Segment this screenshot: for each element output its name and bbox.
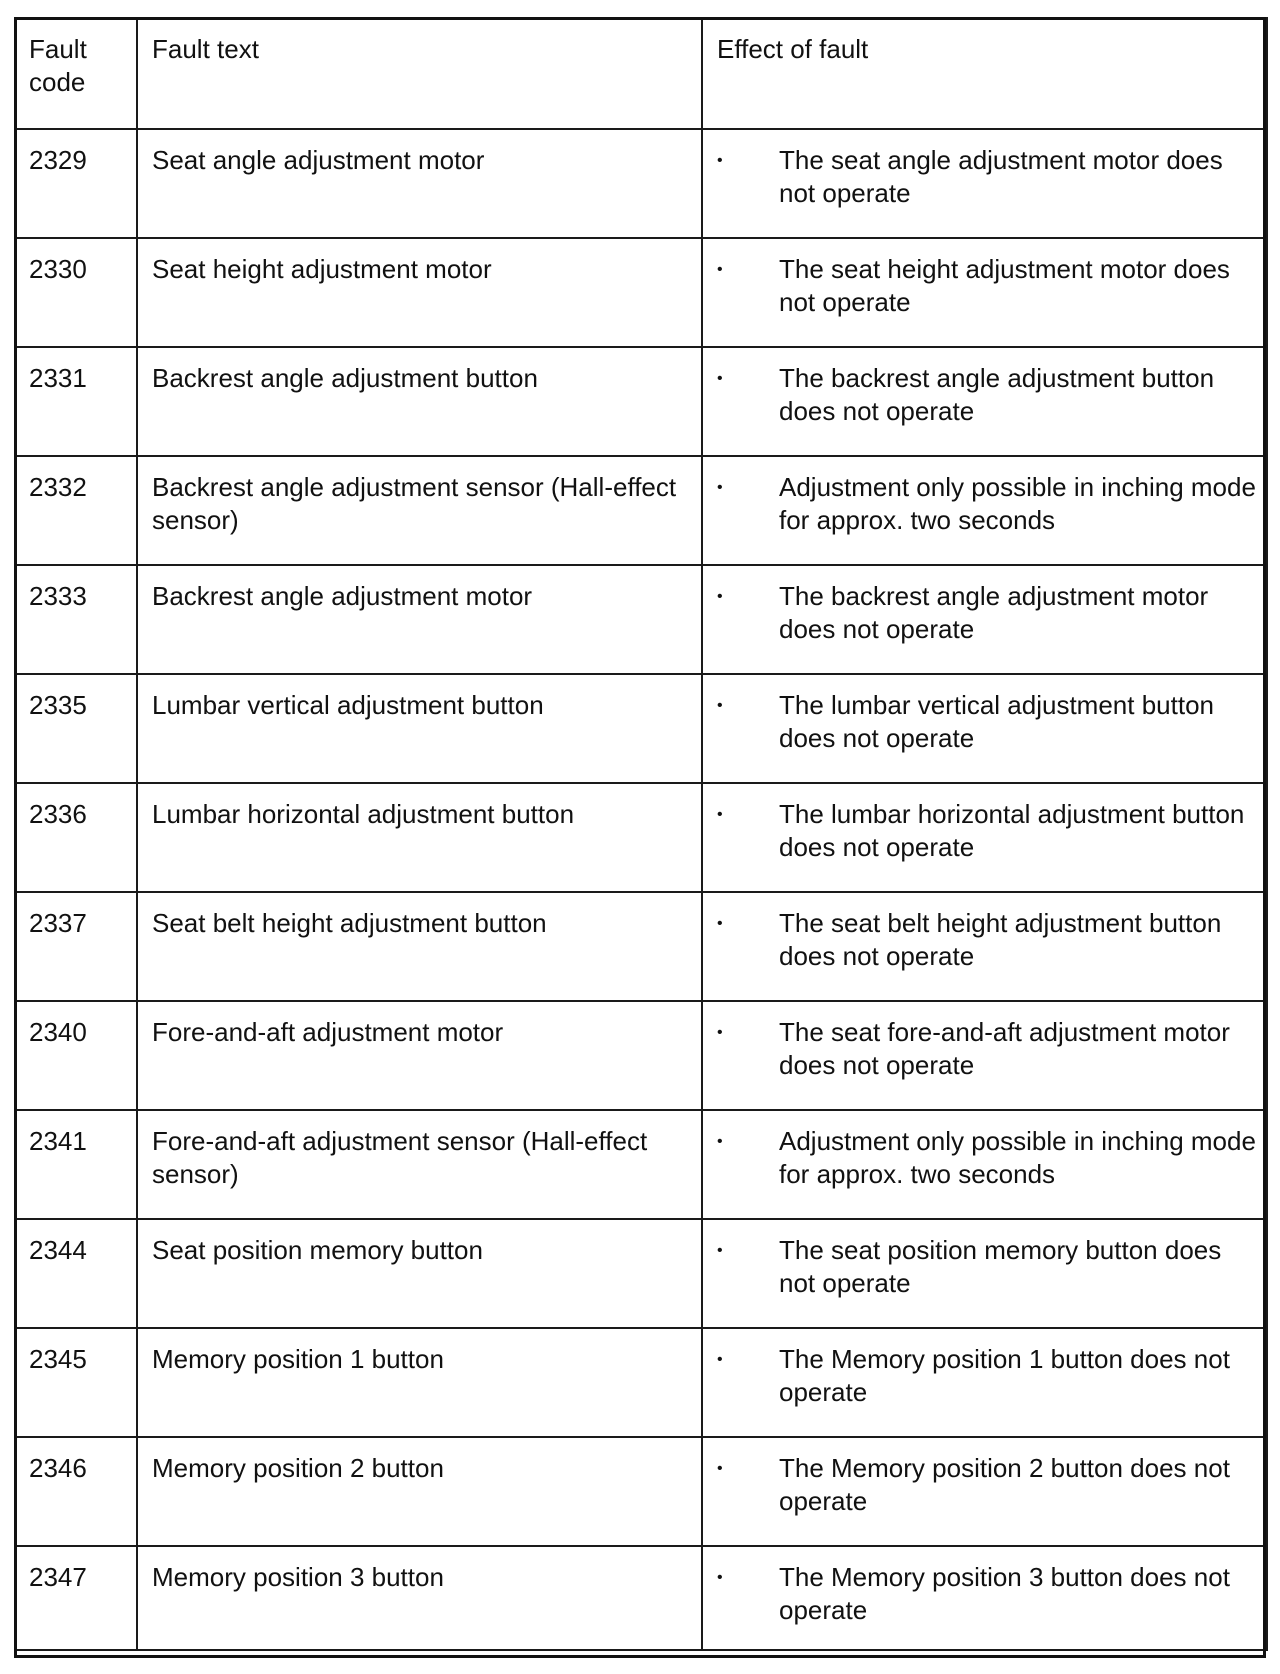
effect-of-fault-cell (702, 456, 1267, 565)
fault-text-cell: Lumbar horizontal adjustment button (137, 783, 702, 892)
bullet-icon: • (717, 1460, 723, 1477)
effect-list-item (717, 1016, 1256, 1082)
effect-text: The seat belt height adjustment button does not operate (779, 908, 1222, 971)
effect-text: The backrest angle adjustment button does not operate (779, 363, 1215, 426)
effect-text: The lumbar vertical adjustment button does not operate (779, 690, 1214, 753)
effect-text: The seat height adjustment motor does not operate (779, 254, 1230, 317)
effect-of-fault-cell (702, 1437, 1267, 1546)
effect-of-fault-cell (702, 1001, 1267, 1110)
bullet-icon: • (717, 479, 723, 496)
fault-code-cell: 2346 (15, 1437, 137, 1546)
table-row (15, 347, 1267, 456)
effect-of-fault-cell (702, 892, 1267, 1001)
fault-code-cell: 2344 (15, 1219, 137, 1328)
effect-list-item (717, 253, 1256, 319)
effect-list-item (717, 1343, 1256, 1409)
effect-of-fault-cell (702, 1546, 1267, 1650)
bullet-icon: • (717, 1351, 723, 1368)
bullet-icon: • (717, 1024, 723, 1041)
effect-list-item (717, 1125, 1256, 1191)
table-row (15, 238, 1267, 347)
effect-of-fault-cell (702, 347, 1267, 456)
fault-code-cell: 2331 (15, 347, 137, 456)
effect-list-item (717, 1234, 1256, 1300)
effect-list-item (717, 362, 1256, 428)
effect-of-fault-cell (702, 565, 1267, 674)
fault-code-cell: 2347 (15, 1546, 137, 1650)
fault-text-cell: Lumbar vertical adjustment button (137, 674, 702, 783)
effect-list-item (717, 1452, 1256, 1518)
bullet-icon: • (717, 806, 723, 823)
effect-of-fault-cell (702, 1110, 1267, 1219)
effect-list-item (717, 580, 1256, 646)
table-row (15, 129, 1267, 238)
fault-code-cell: 2336 (15, 783, 137, 892)
fault-code-cell: 2337 (15, 892, 137, 1001)
table-row (15, 1437, 1267, 1546)
effect-of-fault-cell (702, 129, 1267, 238)
effect-text: The Memory position 3 button does not operate (779, 1562, 1230, 1625)
bullet-icon: • (717, 1133, 723, 1150)
effect-text: The seat fore-and-aft adjustment motor does not operate (779, 1017, 1230, 1080)
table-row (15, 456, 1267, 565)
effect-list-item (717, 144, 1256, 210)
fault-text-cell: Fore-and-aft adjustment sensor (Hall-effect sensor) (137, 1110, 702, 1219)
fault-text-cell: Memory position 3 button (137, 1546, 702, 1650)
effect-list-item (717, 1561, 1256, 1627)
fault-text-cell: Backrest angle adjustment button (137, 347, 702, 456)
effect-of-fault-cell (702, 238, 1267, 347)
fault-code-cell: 2341 (15, 1110, 137, 1219)
header-fault-text: Fault text (137, 18, 702, 129)
table-row (15, 1110, 1267, 1219)
bullet-icon: • (717, 588, 723, 605)
bullet-icon: • (717, 152, 723, 169)
fault-code-cell: 2329 (15, 129, 137, 238)
bullet-icon: • (717, 915, 723, 932)
effect-list-item (717, 798, 1256, 864)
fault-text-cell: Seat height adjustment motor (137, 238, 702, 347)
bullet-icon: • (717, 1569, 723, 1586)
table-header-row (15, 18, 1267, 129)
table-row (15, 565, 1267, 674)
fault-code-cell: 2345 (15, 1328, 137, 1437)
table-row (15, 674, 1267, 783)
effect-list-item (717, 907, 1256, 973)
table-body (15, 129, 1267, 1650)
fault-text-cell: Seat angle adjustment motor (137, 129, 702, 238)
fault-text-cell: Backrest angle adjustment sensor (Hall-effect sensor) (137, 456, 702, 565)
effect-of-fault-cell (702, 783, 1267, 892)
bullet-icon: • (717, 370, 723, 387)
fault-text-cell: Backrest angle adjustment motor (137, 565, 702, 674)
fault-text-cell: Memory position 2 button (137, 1437, 702, 1546)
fault-code-cell: 2332 (15, 456, 137, 565)
effect-of-fault-cell (702, 1328, 1267, 1437)
fault-text-cell: Fore-and-aft adjustment motor (137, 1001, 702, 1110)
table-row (15, 892, 1267, 1001)
table-row (15, 783, 1267, 892)
fault-text-cell: Seat belt height adjustment button (137, 892, 702, 1001)
table-row (15, 1546, 1267, 1650)
fault-code-cell: 2330 (15, 238, 137, 347)
effect-text: The seat position memory button does not operate (779, 1235, 1222, 1298)
header-effect-of-fault: Effect of fault (702, 18, 1267, 129)
fault-code-cell: 2335 (15, 674, 137, 783)
effect-text: Adjustment only possible in inching mode for approx. two seconds (779, 1126, 1256, 1189)
effect-of-fault-cell (702, 1219, 1267, 1328)
fault-text-cell: Seat position memory button (137, 1219, 702, 1328)
bullet-icon: • (717, 1242, 723, 1259)
effect-of-fault-cell (702, 674, 1267, 783)
effect-list-item (717, 689, 1256, 755)
effect-text: The seat angle adjustment motor does not operate (779, 145, 1223, 208)
effect-text: The Memory position 2 button does not operate (779, 1453, 1230, 1516)
table-row (15, 1219, 1267, 1328)
effect-text: The Memory position 1 button does not operate (779, 1344, 1230, 1407)
effect-list-item (717, 471, 1256, 537)
table-row (15, 1001, 1267, 1110)
bullet-icon: • (717, 261, 723, 278)
effect-text: The backrest angle adjustment motor does not operate (779, 581, 1209, 644)
fault-code-cell: 2340 (15, 1001, 137, 1110)
effect-text: The lumbar horizontal adjustment button does not operate (779, 799, 1245, 862)
header-fault-code: Fault code (15, 18, 137, 129)
table-row (15, 1328, 1267, 1437)
fault-code-cell: 2333 (15, 565, 137, 674)
effect-text: Adjustment only possible in inching mode for approx. two seconds (779, 472, 1256, 535)
fault-text-cell: Memory position 1 button (137, 1328, 702, 1437)
bullet-icon: • (717, 697, 723, 714)
fault-code-table (14, 17, 1268, 1651)
